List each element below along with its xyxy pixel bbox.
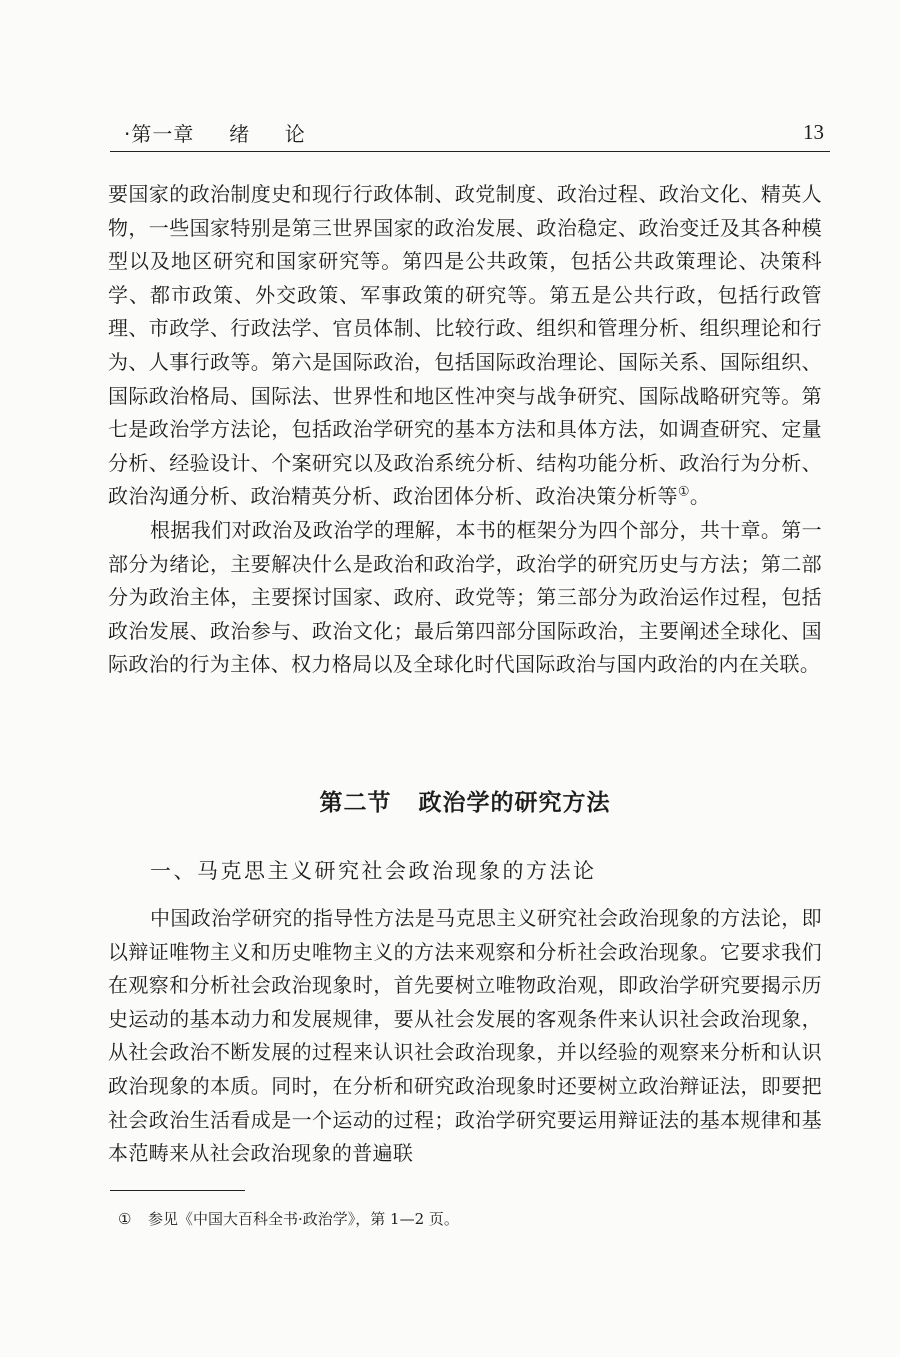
paragraph-continued: 要国家的政治制度史和现行行政体制、政党制度、政治过程、政治文化、精英人物，一些国家特别是第三世界国家的政治发展、政治稳定、政治变迁及其各种模型以及地区研究和国家研究等。第四是公共政策，包括公共政策理论、决策科学、都市政策、外交政策、军事政策的研究等。第五是公共行政，包括行政管理、市政学、行政法学、官员体制、比较行政、组织和管理分析、组织理论和行为、人事行政等。第六是国际政治，包括国际政治理论、国际关系、国际组织、国际政治格局、国际法、世界性和地区性冲突与战争研究、国际战略研究等。第七是政治学方法论，包括政治学研究的基本方法和具体方法，如调查研究、定量分析、经验设计、个案研究以及政治系统分析、结构功能分析、政治行为分析、政治沟通分析、政治精英分析、政治团体分析、政治决策分析等①。 <box>108 182 822 509</box>
body-text-top <box>108 178 822 682</box>
paragraph-text: 要国家的政治制度史和现行行政体制、政党制度、政治过程、政治文化、精英人物，一些国家特别是第三世界国家的政治发展、政治稳定、政治变迁及其各种模型以及地区研究和国家研究等。第四是公共政策，包括公共政策理论、决策科学、都市政策、外交政策、军事政策的研究等。第五是公共行政，包括行政管理、市政学、行政法学、官员体制、比较行政、组织和管理分析、组织理论和行为、人事行政等。第六是国际政治，包括国际政治理论、国际关系、国际组织、国际政治格局、国际法、世界性和地区性冲突与战争研究、国际战略研究等。第七是政治学方法论，包括政治学研究的基本方法和具体方法，如调查研究、定量分析、经验设计、个案研究以及政治系统分析、结构功能分析、政治行为分析、政治沟通分析、政治精英分析、政治团体分析、政治决策分析等 <box>108 182 822 509</box>
footnote <box>118 1208 459 1229</box>
chapter-heading: ·第一章 绪 论 <box>124 122 306 146</box>
subsection-title: 一、马克思主义研究社会政治现象的方法论 <box>150 859 597 883</box>
page-number: 13 <box>803 120 824 144</box>
footnote-text: 参见《中国大百科全书·政治学》，第 1—2 页。 <box>148 1210 459 1228</box>
footnote-rule <box>110 1190 245 1191</box>
footnote-marker: ① <box>118 1210 132 1228</box>
body-text-bottom <box>108 902 822 1171</box>
paragraph-methodology: 中国政治学研究的指导性方法是马克思主义研究社会政治现象的方法论，即以辩证唯物主义和历史唯物主义的方法来观察和分析社会政治现象。它要求我们在观察和分析社会政治现象时，首先要树立唯物政治观，即政治学研究要揭示历史运动的基本动力和发展规律，要从社会发展的客观条件来认识社会政治现象，从社会政治不断发展的过程来认识社会政治现象，并以经验的观察来分析和认识政治现象的本质。同时，在分析和研究政治现象时还要树立政治辩证法，即要把社会政治生活看成是一个运动的过程；政治学研究要运用辩证法的基本规律和基本范畴来从社会政治现象的普遍联 <box>108 906 822 1166</box>
running-head <box>110 118 830 154</box>
footnote-reference: ① <box>677 484 690 500</box>
paragraph-framework: 根据我们对政治及政治学的理解，本书的框架分为四个部分，共十章。第一部分为绪论，主要解决什么是政治和政治学，政治学的研究历史与方法；第二部分为政治主体，主要探讨国家、政府、政党等；第三部分为政治运作过程，包括政治发展、政治参与、政治文化；最后第四部分国际政治，主要阐述全球化、国际政治的行为主体、权力格局以及全球化时代国际政治与国内政治的内在关联。 <box>108 517 822 677</box>
section-title: 第二节 政治学的研究方法 <box>319 790 611 816</box>
header-rule <box>110 151 830 152</box>
